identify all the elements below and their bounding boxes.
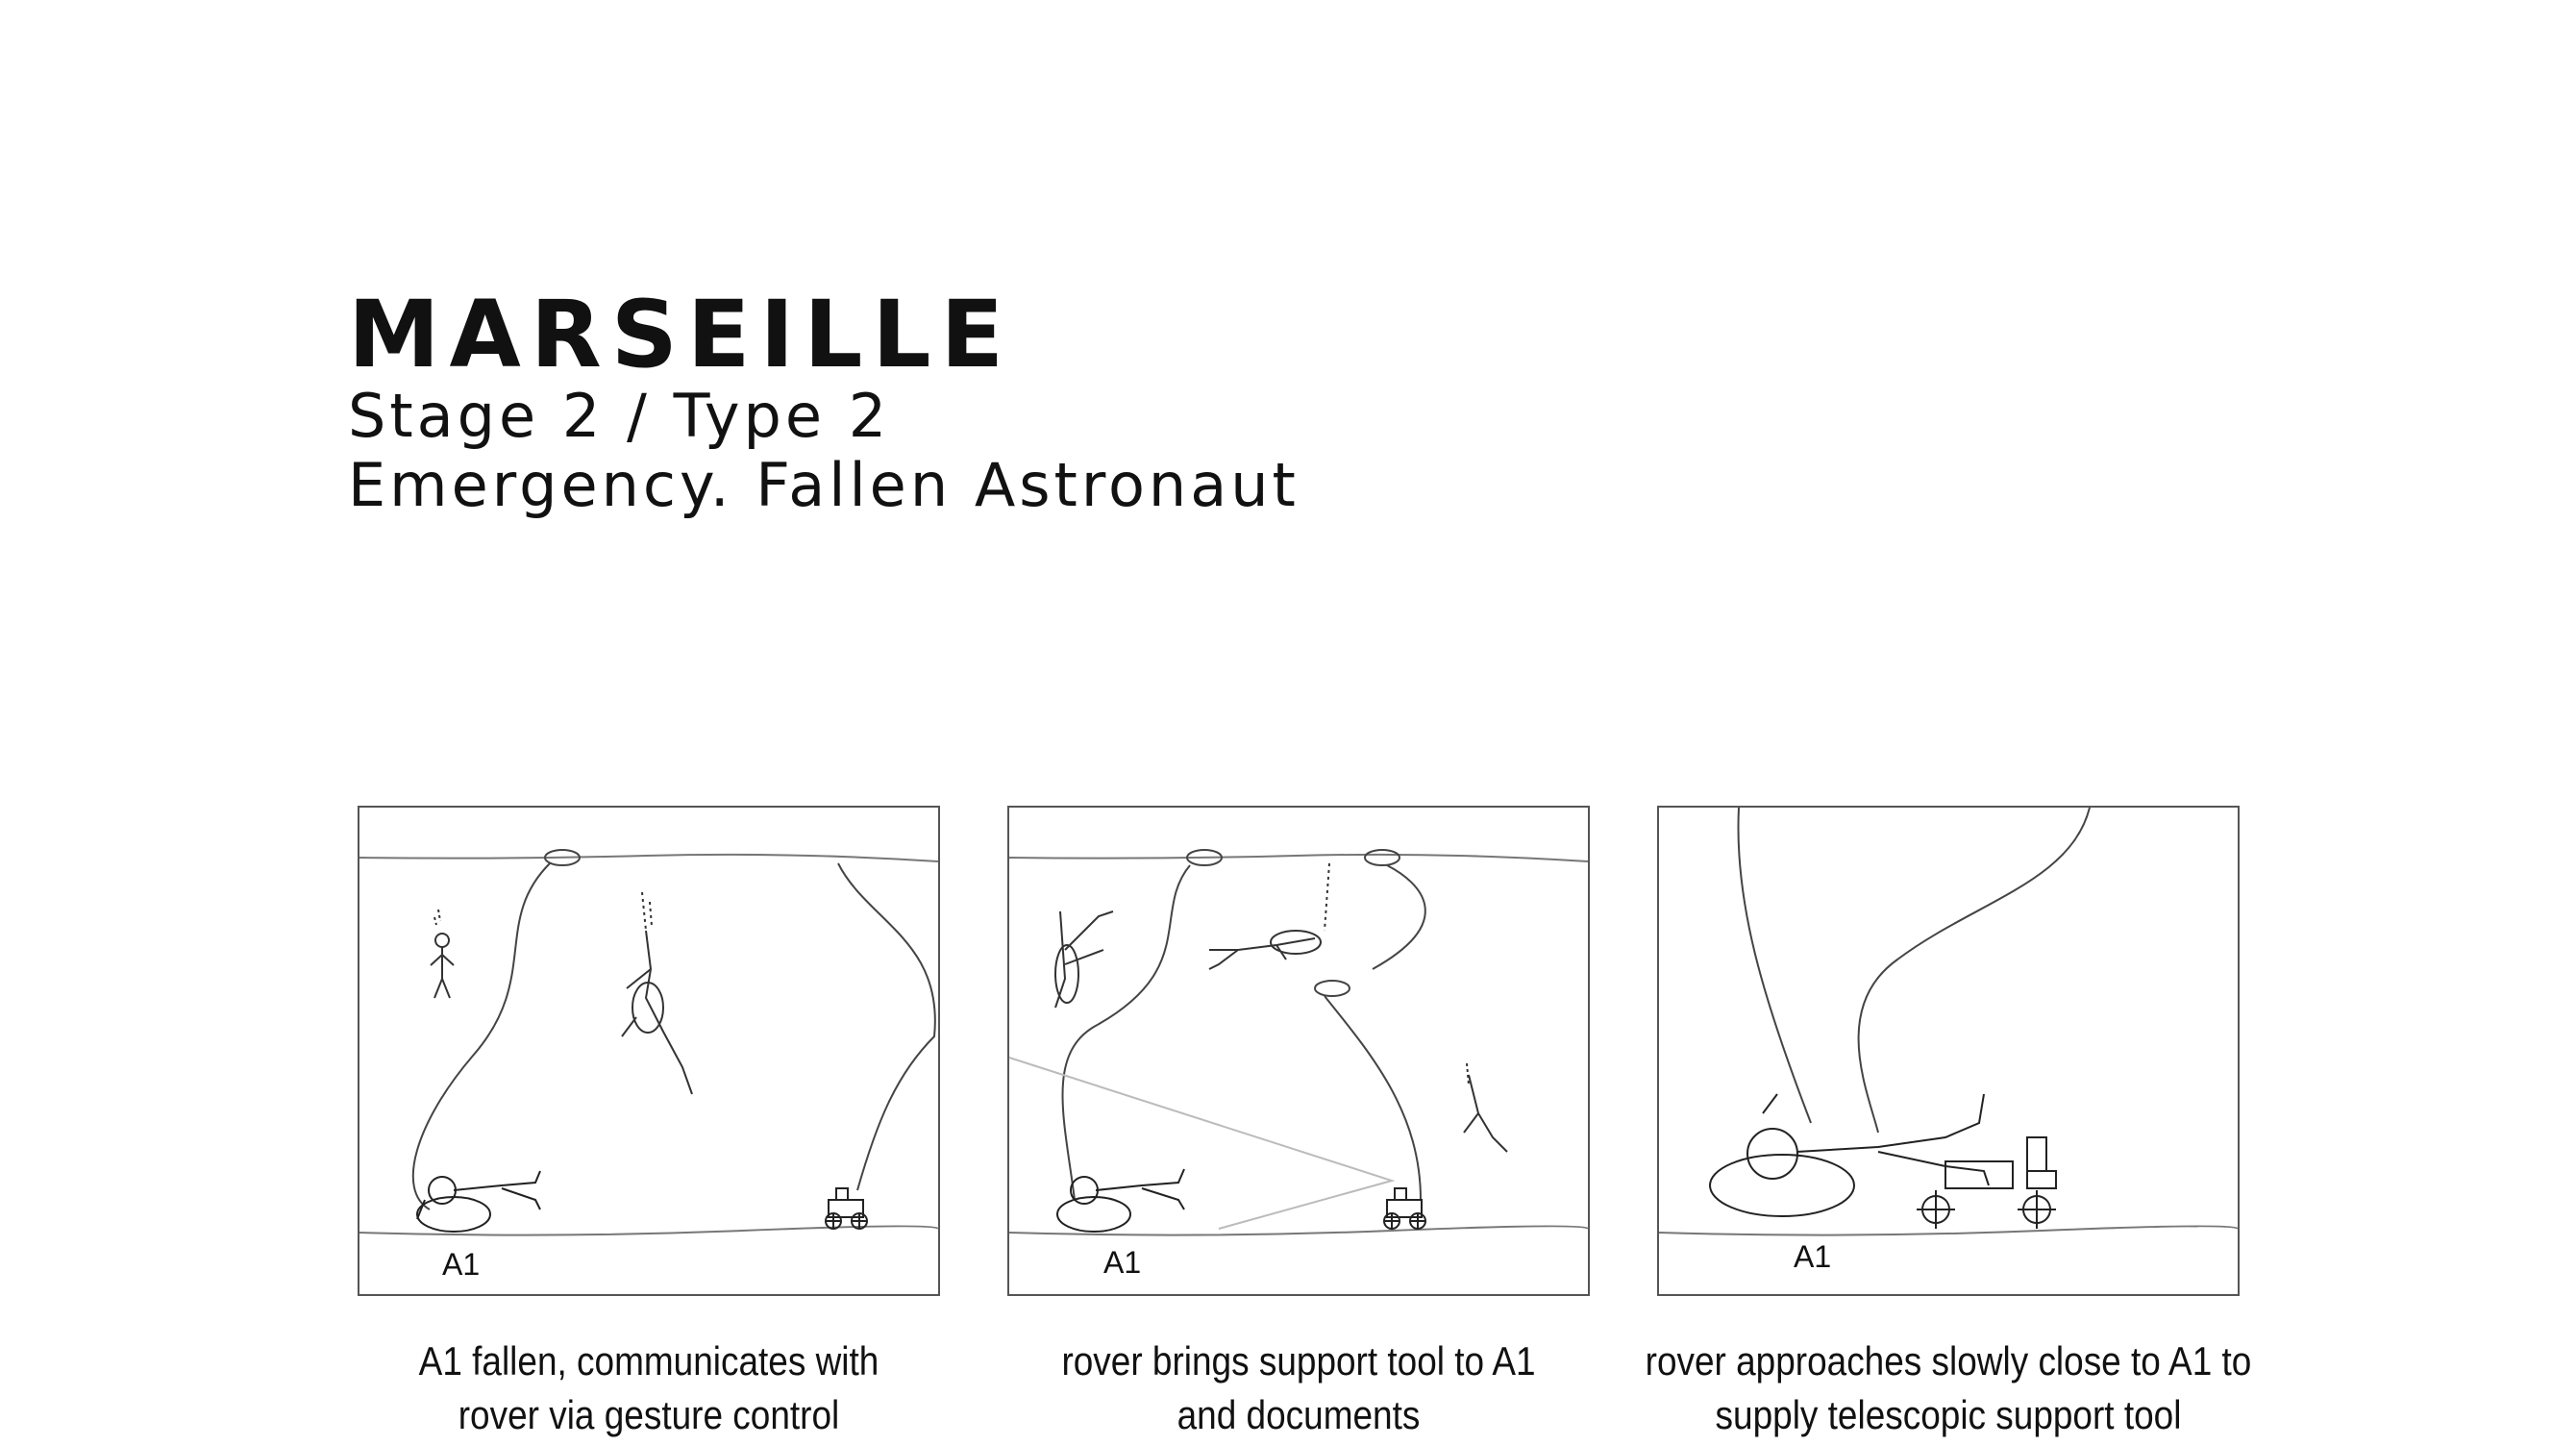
panel-frame	[1008, 807, 1589, 1295]
caption-line: rover brings support tool to A1	[1061, 1338, 1536, 1384]
caption-line: and documents	[1177, 1392, 1421, 1437]
panel-3-illustration	[1657, 806, 2240, 1296]
storyboard-panel-2	[1007, 806, 1590, 1296]
storyboard-panel-1	[358, 806, 940, 1296]
astronaut-label: A1	[442, 1247, 481, 1282]
panel-2-illustration	[1007, 806, 1590, 1296]
panel-1-caption	[344, 1334, 954, 1442]
caption-line: rover via gesture control	[458, 1392, 840, 1437]
scenario-subtitle: Emergency. Fallen Astronaut	[348, 450, 1300, 520]
page-title: MARSEILLE	[348, 281, 1014, 388]
caption-line: supply telescopic support tool	[1715, 1392, 2182, 1437]
caption-line: rover approaches slowly close to A1 to	[1645, 1338, 2252, 1384]
panel-frame	[1658, 807, 2239, 1295]
panel-2-caption	[994, 1334, 1603, 1442]
stage-subtitle: Stage 2 / Type 2	[348, 381, 891, 451]
panel-1-illustration	[358, 806, 940, 1296]
caption-line: A1 fallen, communicates with	[418, 1338, 879, 1384]
storyboard-panel-3	[1657, 806, 2240, 1296]
astronaut-label: A1	[1103, 1245, 1142, 1280]
astronaut-label: A1	[1794, 1239, 1832, 1274]
panel-3-caption	[1644, 1334, 2253, 1442]
